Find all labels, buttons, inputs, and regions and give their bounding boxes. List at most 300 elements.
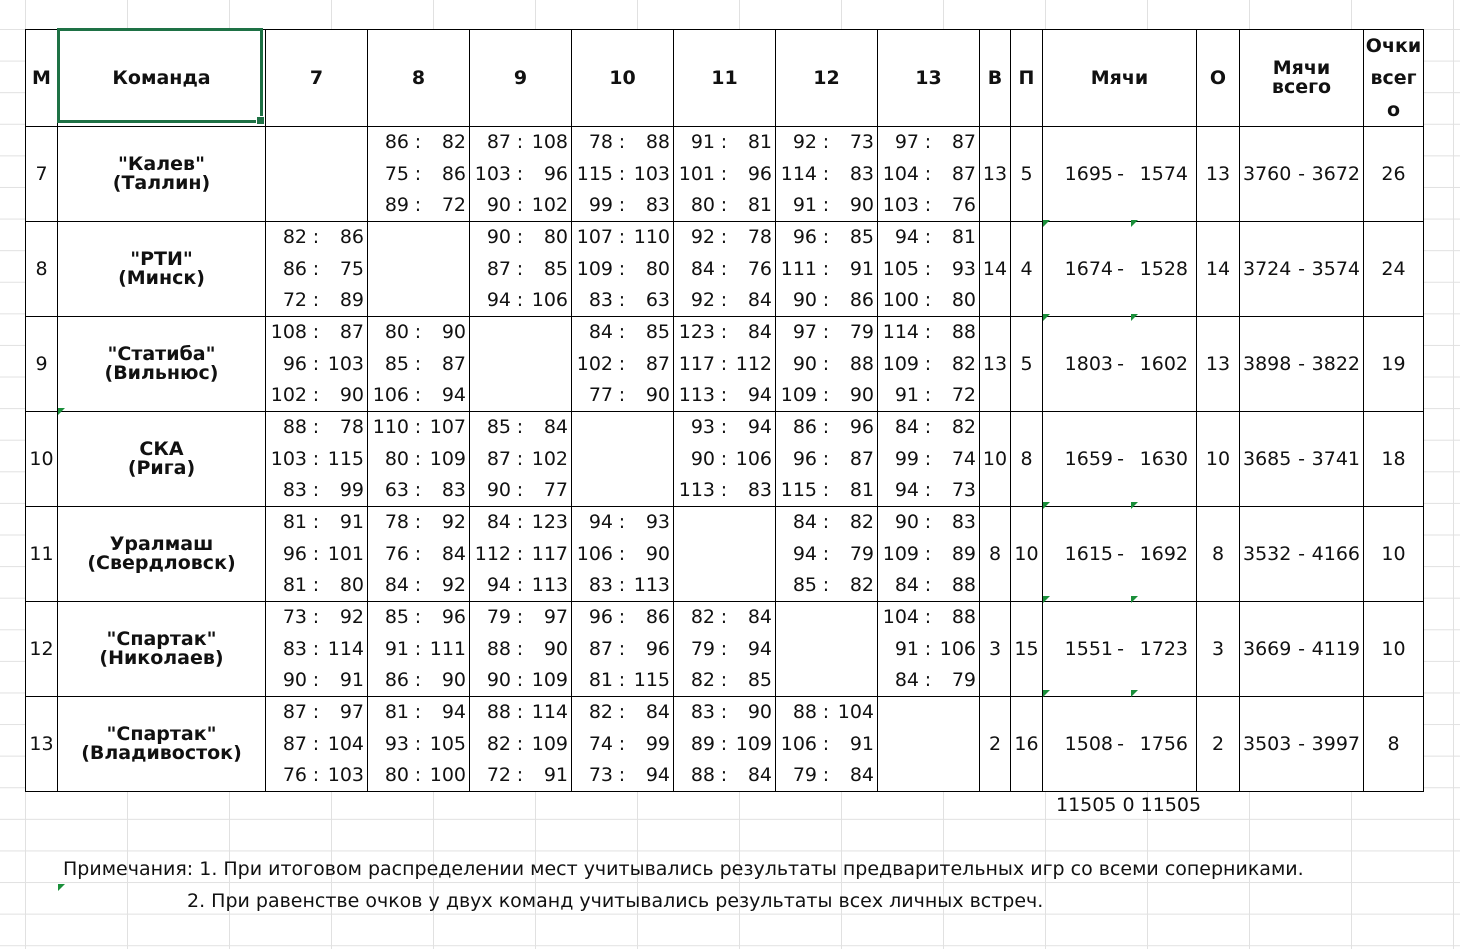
score-separator: : [618,194,626,216]
game-score [572,634,673,665]
score-own: 104 [882,162,919,185]
losses-cell[interactable]: 16 [1011,697,1043,792]
game-cell[interactable] [266,697,368,792]
score-separator: : [414,384,422,406]
game-cell[interactable] [878,602,980,697]
balls-total-cell[interactable] [1240,222,1364,317]
header-wins[interactable]: В [980,30,1011,127]
score-opponent: 101 [327,542,364,565]
totals-right: 11505 [1140,794,1202,816]
score-separator: : [414,416,422,438]
total-for: 3669 [1243,637,1292,660]
balls-total-values [1240,352,1363,375]
score-own: 85 [792,574,817,596]
score-own: 90 [894,511,919,533]
balls-against: 1630 [1139,447,1188,470]
game-results [266,412,367,506]
score-own: 123 [678,321,715,343]
game-score [776,539,877,570]
score-separator: : [618,384,626,406]
game-cell[interactable] [572,697,674,792]
balls-total-cell[interactable] [1240,317,1364,412]
selected-cell-indicator[interactable] [57,28,263,123]
points-total-cell[interactable]: 10 [1364,507,1424,602]
header-balls[interactable]: Мячи [1043,30,1197,127]
game-score [878,317,979,348]
comment-marker-icon[interactable] [1043,220,1050,227]
score-separator: : [924,289,932,311]
score-own: 117 [678,352,715,375]
score-opponent: 106 [531,289,568,311]
game-cell[interactable] [266,412,368,507]
game-score [674,760,775,791]
wins-cell[interactable]: 14 [980,222,1011,317]
balls-total-cell[interactable] [1240,602,1364,697]
score-opponent: 84 [747,606,772,628]
team-cell[interactable] [58,222,266,317]
losses-cell[interactable]: 8 [1011,412,1043,507]
wins-cell[interactable]: 2 [980,697,1011,792]
game-score [470,412,571,443]
score-own: 93 [384,732,409,755]
points-cell[interactable]: 8 [1197,507,1240,602]
score-separator: : [822,226,830,248]
game-score [776,349,877,380]
score-opponent: 102 [531,194,568,216]
game-cell[interactable] [470,697,572,792]
balls-values [1043,257,1196,280]
score-own: 88 [282,416,307,438]
score-own: 96 [792,226,817,248]
score-separator: : [822,542,830,565]
wins-cell[interactable]: 13 [980,317,1011,412]
comment-marker-icon[interactable] [58,408,65,415]
score-opponent: 81 [747,131,772,153]
game-cell[interactable] [470,507,572,602]
points-total-cell[interactable]: 18 [1364,412,1424,507]
game-cell[interactable] [572,507,674,602]
game-cell[interactable] [776,507,878,602]
losses-cell[interactable]: 5 [1011,317,1043,412]
score-own: 109 [882,542,919,565]
team-cell[interactable] [58,697,266,792]
team-cell[interactable] [58,412,266,507]
score-own: 99 [588,194,613,216]
score-separator: : [516,162,524,185]
note-line-1[interactable]: Примечания: 1. При итоговом распределении мест учитывались результаты предварительных игр со всеми соперниками. [63,858,1304,880]
game-score [674,444,775,475]
balls-for: 1659 [1064,447,1113,470]
game-score [674,190,775,221]
wins-cell[interactable]: 3 [980,602,1011,697]
game-score [266,222,367,253]
place-cell[interactable]: 12 [26,602,58,697]
score-opponent: 84 [747,764,772,786]
score-separator: : [414,479,422,501]
game-cell[interactable] [266,317,368,412]
header-points[interactable]: О [1197,30,1240,127]
header-points-total[interactable] [1364,30,1424,127]
game-score [470,254,571,285]
score-own: 77 [588,384,613,406]
team-city: (Таллин) [112,172,211,194]
game-cell[interactable] [572,222,674,317]
score-opponent: 79 [849,321,874,343]
score-separator: : [720,352,728,375]
total-against: 4119 [1311,637,1360,660]
game-results [674,127,775,221]
balls-cell[interactable] [1043,317,1197,412]
game-cell[interactable] [266,127,368,222]
score-separator: : [720,606,728,628]
score-opponent: 90 [543,637,568,660]
game-cell[interactable] [572,317,674,412]
game-cell[interactable] [470,602,572,697]
score-separator: : [618,574,626,596]
balls-cell[interactable] [1043,222,1197,317]
place-cell[interactable]: 10 [26,412,58,507]
comment-marker-icon[interactable] [1131,596,1138,603]
game-cell[interactable] [776,697,878,792]
team-cell[interactable] [58,602,266,697]
game-cell[interactable] [470,127,572,222]
game-cell[interactable] [674,412,776,507]
game-cell[interactable] [470,222,572,317]
score-opponent: 79 [849,542,874,565]
comment-marker-icon[interactable] [1131,314,1138,321]
total-for: 3898 [1243,352,1292,375]
score-opponent: 88 [849,352,874,375]
score-own: 92 [792,131,817,153]
game-results [674,317,775,411]
game-cell[interactable] [368,507,470,602]
score-opponent: 83 [747,479,772,501]
wins-cell[interactable]: 10 [980,412,1011,507]
team-cell[interactable] [58,507,266,602]
points-total-cell[interactable]: 19 [1364,317,1424,412]
game-cell[interactable] [368,412,470,507]
comment-marker-icon[interactable] [1043,502,1050,509]
score-own: 88 [792,701,817,723]
comment-marker-icon[interactable] [1131,690,1138,697]
score-opponent: 111 [429,637,466,660]
game-cell[interactable] [776,222,878,317]
score-separator: : [516,637,524,660]
header-opponent-7[interactable]: 7 [266,30,368,127]
game-results [266,507,367,601]
balls-cell[interactable] [1043,127,1197,222]
game-score [368,665,469,696]
score-separator: : [822,194,830,216]
score-opponent: 96 [543,162,568,185]
game-cell[interactable] [878,127,980,222]
comment-marker-icon[interactable] [58,884,65,891]
score-separator: : [312,574,320,596]
score-separator: : [924,257,932,280]
game-score [776,760,877,791]
score-separator: : [822,764,830,786]
table-row [26,317,1424,412]
score-opponent: 96 [849,416,874,438]
game-results [470,697,571,791]
balls-separator: - [1117,542,1124,565]
game-cell[interactable] [368,222,470,317]
game-cell[interactable] [266,602,368,697]
game-cell[interactable] [470,317,572,412]
game-cell[interactable] [368,317,470,412]
balls-for: 1508 [1064,732,1113,755]
place-cell[interactable]: 11 [26,507,58,602]
balls-values [1043,447,1196,470]
game-cell[interactable] [878,697,980,792]
points-cell[interactable]: 14 [1197,222,1240,317]
score-separator: : [516,226,524,248]
game-score [368,729,469,760]
game-score [470,665,571,696]
balls-cell[interactable] [1043,412,1197,507]
balls-total-cell[interactable] [1240,412,1364,507]
game-cell[interactable] [878,317,980,412]
comment-marker-icon[interactable] [1131,502,1138,509]
points-total-cell[interactable]: 10 [1364,602,1424,697]
score-opponent: 92 [441,511,466,533]
game-cell[interactable] [776,127,878,222]
header-balls-total[interactable]: Мячи всего [1240,30,1364,127]
losses-cell[interactable]: 10 [1011,507,1043,602]
note-line-2[interactable]: 2. При равенстве очков у двух команд учитывались результаты всех личных встреч. [187,890,1044,912]
balls-total-cell[interactable] [1240,507,1364,602]
place-cell[interactable]: 9 [26,317,58,412]
total-for: 3503 [1243,732,1292,755]
team-cell[interactable] [58,317,266,412]
score-opponent: 84 [543,416,568,438]
score-separator: : [414,162,422,185]
comment-marker-icon[interactable] [1043,596,1050,603]
score-separator: : [720,257,728,280]
game-score [572,190,673,221]
game-cell[interactable] [674,697,776,792]
score-own: 114 [780,162,817,185]
score-own: 84 [588,321,613,343]
points-total-cell[interactable]: 24 [1364,222,1424,317]
game-results [368,317,469,411]
game-cell[interactable] [878,507,980,602]
game-results [878,602,979,696]
score-separator: : [720,479,728,501]
comment-marker-icon[interactable] [1043,314,1050,321]
game-cell[interactable] [470,412,572,507]
game-cell[interactable] [368,127,470,222]
comment-marker-icon[interactable] [1131,220,1138,227]
game-cell[interactable] [776,602,878,697]
game-score [266,507,367,538]
score-separator: : [312,321,320,343]
score-separator: : [618,669,626,691]
game-score [878,634,979,665]
game-score [878,602,979,633]
comment-marker-icon[interactable] [1043,690,1050,697]
game-score [776,222,877,253]
header-opponent-9[interactable]: 9 [470,30,572,127]
header-opponent-13[interactable]: 13 [878,30,980,127]
header-opponent-11[interactable]: 11 [674,30,776,127]
game-score [368,127,469,158]
team-city: (Минск) [118,267,205,289]
header-opponent-8[interactable]: 8 [368,30,470,127]
game-results [674,222,775,316]
score-separator: : [822,479,830,501]
losses-cell[interactable]: 15 [1011,602,1043,697]
score-opponent: 90 [849,384,874,406]
game-cell[interactable] [368,697,470,792]
points-cell[interactable]: 13 [1197,317,1240,412]
score-separator: : [720,764,728,786]
game-score [878,349,979,380]
score-opponent: 87 [339,321,364,343]
place-cell[interactable]: 13 [26,697,58,792]
balls-totals[interactable] [1056,794,1201,816]
points-cell[interactable]: 13 [1197,127,1240,222]
score-opponent: 117 [531,542,568,565]
score-own: 82 [690,606,715,628]
game-score [878,159,979,190]
points-total-cell[interactable]: 26 [1364,127,1424,222]
balls-cell[interactable] [1043,697,1197,792]
place-cell[interactable]: 8 [26,222,58,317]
score-own: 90 [486,669,511,691]
score-own: 84 [894,416,919,438]
score-separator: : [822,416,830,438]
score-separator: : [618,606,626,628]
header-place[interactable]: М [26,30,58,127]
game-cell[interactable] [674,602,776,697]
score-opponent: 96 [645,637,670,660]
points-total-cell[interactable]: 8 [1364,697,1424,792]
score-separator: : [822,511,830,533]
game-score [674,380,775,411]
score-opponent: 87 [951,131,976,153]
points-cell[interactable]: 10 [1197,412,1240,507]
game-results [674,697,775,791]
total-separator: - [1298,542,1305,565]
score-opponent: 63 [645,289,670,311]
header-losses[interactable]: П [1011,30,1043,127]
balls-against: 1574 [1139,162,1188,185]
game-score [572,254,673,285]
balls-separator: - [1117,447,1124,470]
score-opponent: 97 [543,606,568,628]
game-cell[interactable] [776,412,878,507]
game-score [572,317,673,348]
game-score [776,254,877,285]
score-own: 107 [576,226,613,248]
score-separator: : [924,511,932,533]
losses-cell[interactable]: 4 [1011,222,1043,317]
score-own: 103 [474,162,511,185]
score-separator: : [312,606,320,628]
game-cell[interactable] [674,507,776,602]
game-cell[interactable] [674,222,776,317]
score-own: 109 [882,352,919,375]
score-own: 85 [486,416,511,438]
score-opponent: 86 [441,162,466,185]
score-opponent: 87 [441,352,466,375]
score-separator: : [618,637,626,660]
score-opponent: 90 [747,701,772,723]
game-cell[interactable] [878,222,980,317]
game-cell[interactable] [776,317,878,412]
game-score [572,380,673,411]
balls-cell[interactable] [1043,507,1197,602]
score-own: 97 [792,321,817,343]
score-opponent: 106 [735,447,772,470]
game-cell[interactable] [878,412,980,507]
balls-cell[interactable] [1043,602,1197,697]
game-cell[interactable] [572,602,674,697]
wins-cell[interactable]: 8 [980,507,1011,602]
game-cell[interactable] [674,127,776,222]
game-cell[interactable] [572,127,674,222]
table-row [26,602,1424,697]
score-separator: : [924,162,932,185]
points-cell[interactable]: 3 [1197,602,1240,697]
balls-for: 1674 [1064,257,1113,280]
score-separator: : [822,162,830,185]
balls-total-cell[interactable] [1240,127,1364,222]
losses-cell[interactable]: 5 [1011,127,1043,222]
header-opponent-12[interactable]: 12 [776,30,878,127]
game-cell[interactable] [674,317,776,412]
score-own: 94 [486,574,511,596]
score-own: 82 [588,701,613,723]
place-cell[interactable]: 7 [26,127,58,222]
score-separator: : [822,384,830,406]
game-results [878,127,979,221]
header-opponent-10[interactable]: 10 [572,30,674,127]
score-separator: : [516,479,524,501]
score-own: 82 [282,226,307,248]
score-separator: : [312,447,320,470]
total-against: 3574 [1311,257,1360,280]
balls-total-cell[interactable] [1240,697,1364,792]
game-cell[interactable] [572,412,674,507]
game-score [266,349,367,380]
wins-cell[interactable]: 13 [980,127,1011,222]
balls-total-values [1240,447,1363,470]
game-cell[interactable] [368,602,470,697]
team-cell[interactable] [58,127,266,222]
score-separator: : [720,384,728,406]
score-own: 90 [792,289,817,311]
game-cell[interactable] [266,507,368,602]
game-score [470,602,571,633]
score-opponent: 83 [849,162,874,185]
team-city: (Николаев) [99,647,224,669]
score-opponent: 114 [531,701,568,723]
score-opponent: 77 [543,479,568,501]
score-own: 73 [282,606,307,628]
score-own: 89 [384,194,409,216]
score-separator: : [414,669,422,691]
score-own: 81 [282,574,307,596]
header-team[interactable]: Команда [58,30,266,127]
score-opponent: 113 [531,574,568,596]
balls-for: 1615 [1064,542,1113,565]
points-cell[interactable]: 2 [1197,697,1240,792]
game-cell[interactable] [266,222,368,317]
game-results [776,222,877,316]
score-separator: : [516,669,524,691]
